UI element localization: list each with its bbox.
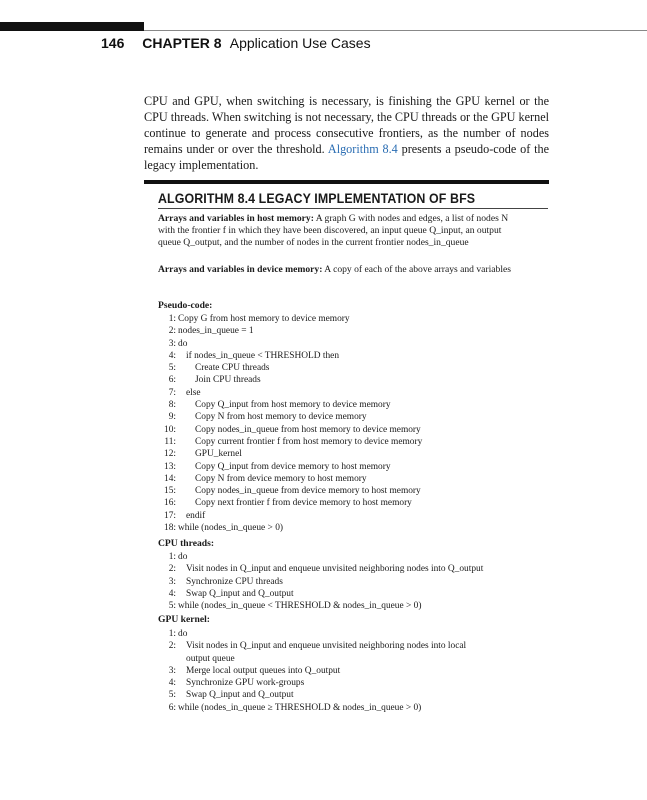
code-line — [158, 375, 548, 387]
code-line — [158, 511, 548, 523]
line-number: 12: — [164, 449, 176, 460]
cpu-threads-code — [158, 552, 548, 613]
paragraph-text: CPU and GPU, when switching is necessary, is finishing the GPU kernel or the CPU threads. When switching is not necessary, the CPU threads or the GPU kernel continue to generate and process consecutive frontiers, as the number of nodes remains under or over the threshold. — [144, 94, 549, 156]
line-number: 13: — [164, 461, 176, 472]
line-number: 4: — [168, 588, 176, 599]
chapter-title: Application Use Cases — [229, 35, 371, 51]
chapter-label: CHAPTER 8 — [142, 35, 222, 51]
device-memory-description — [158, 264, 518, 276]
device-memory-label: Arrays and variables in device memory: — [158, 264, 323, 275]
line-number: 1: — [168, 552, 176, 562]
code-line — [158, 552, 548, 564]
line-text: Copy Q_input from device memory to host memory — [195, 461, 391, 472]
line-text: nodes_in_queue = 1 — [178, 326, 254, 337]
host-memory-label: Arrays and variables in host memory: — [158, 213, 314, 224]
code-line — [158, 437, 548, 449]
line-text: Copy Q_input from host memory to device memory — [195, 400, 391, 411]
gpu-kernel-label: GPU kernel: — [158, 614, 210, 625]
code-line — [158, 449, 548, 461]
line-text: Copy N from device memory to host memory — [195, 473, 367, 484]
line-number: 2: — [168, 326, 176, 337]
line-number: 5: — [168, 601, 176, 612]
algorithm-top-rule — [144, 180, 549, 184]
code-line — [158, 678, 548, 690]
code-line — [158, 589, 548, 601]
code-line — [158, 400, 548, 412]
code-line — [158, 486, 548, 498]
algorithm-title: ALGORITHM 8.4 LEGACY IMPLEMENTATION OF BFS — [158, 191, 476, 206]
algorithm-reference-link[interactable]: Algorithm 8.4 — [327, 142, 398, 156]
gpu-kernel-code — [158, 629, 548, 715]
line-number: 1: — [168, 629, 176, 639]
line-text: Create CPU threads — [195, 363, 270, 374]
line-text: Swap Q_input and Q_output — [186, 690, 294, 701]
line-text: do — [178, 629, 188, 639]
paragraph-text-after: presents a pseudo-code of the legacy implementation. — [144, 142, 550, 172]
line-text: while (nodes_in_queue < THRESHOLD & nodes_in_queue > 0) — [178, 601, 422, 612]
code-line — [158, 629, 548, 641]
code-line — [158, 314, 548, 326]
line-text: Copy next frontier f from device memory to host memory — [195, 498, 412, 509]
code-line — [158, 666, 548, 678]
line-number: 2: — [168, 641, 176, 652]
code-line — [158, 339, 548, 351]
line-number: 10: — [164, 424, 176, 435]
code-line — [158, 703, 548, 715]
line-number: 15: — [164, 486, 176, 497]
line-number: 2: — [168, 564, 176, 575]
line-number: 8: — [168, 400, 176, 411]
device-memory-text: A copy of each of the above arrays and variables — [322, 264, 512, 275]
code-line — [158, 564, 548, 576]
code-line — [158, 577, 548, 589]
line-number: 4: — [168, 678, 176, 689]
line-text: Swap Q_input and Q_output — [186, 588, 294, 599]
line-text: Merge local output queues into Q_output — [186, 665, 341, 676]
line-number: 16: — [164, 498, 176, 509]
line-number: 9: — [168, 412, 176, 423]
code-line — [158, 425, 548, 437]
code-line — [158, 363, 548, 375]
line-text: GPU_kernel — [195, 449, 242, 460]
code-line — [158, 601, 548, 613]
line-number: 18: — [164, 523, 176, 534]
code-line — [158, 654, 548, 666]
line-text: while (nodes_in_queue > 0) — [178, 523, 284, 534]
line-text: do — [178, 552, 188, 562]
line-number: 3: — [168, 665, 176, 676]
line-text: Synchronize GPU work-groups — [186, 678, 305, 689]
line-text: Visit nodes in Q_input and enqueue unvisited neighboring nodes into local — [186, 641, 467, 652]
line-number: 4: — [168, 350, 176, 361]
line-number: 5: — [168, 363, 176, 374]
code-line — [158, 388, 548, 400]
line-number: 6: — [168, 375, 176, 386]
line-number: 5: — [168, 690, 176, 701]
code-line — [158, 351, 548, 363]
line-number: 14: — [164, 473, 176, 484]
line-text: output queue — [186, 653, 235, 664]
line-number: 17: — [164, 510, 176, 521]
code-line — [158, 690, 548, 702]
code-line — [158, 474, 548, 486]
code-line — [158, 412, 548, 424]
line-text: while (nodes_in_queue ≥ THRESHOLD & nodes_in_queue > 0) — [178, 702, 422, 713]
algorithm-title-rule — [158, 208, 548, 209]
line-text: do — [178, 338, 188, 349]
code-line — [158, 462, 548, 474]
code-line — [158, 641, 548, 653]
header-rule — [144, 30, 647, 31]
line-text: Visit nodes in Q_input and enqueue unvisited neighboring nodes into Q_output — [186, 564, 484, 575]
line-text: Copy nodes_in_queue from host memory to device memory — [195, 424, 421, 435]
line-number: 7: — [168, 387, 176, 398]
line-number: 6: — [168, 702, 176, 713]
code-line — [158, 523, 548, 535]
host-memory-text: A graph G with nodes and edges, a list of nodes N with the frontier f in which they have been discovered, an input queue Q_input, an output queue Q_output, and the number of nodes in the current frontier nodes_in_queue — [158, 213, 509, 249]
host-memory-description — [158, 213, 518, 250]
line-number: 11: — [164, 436, 176, 447]
running-head — [101, 35, 371, 51]
line-text: endif — [186, 510, 206, 521]
line-text: if nodes_in_queue < THRESHOLD then — [186, 350, 340, 361]
line-text: Synchronize CPU threads — [186, 576, 283, 587]
header-bar — [0, 22, 144, 31]
body-paragraph — [144, 93, 549, 173]
line-text: Copy G from host memory to device memory — [178, 314, 350, 324]
cpu-threads-label: CPU threads: — [158, 538, 215, 549]
code-line — [158, 326, 548, 338]
line-text: Join CPU threads — [195, 375, 261, 386]
code-line — [158, 498, 548, 510]
line-text: else — [186, 387, 201, 398]
main-pseudo-code — [158, 314, 548, 535]
line-number: 3: — [168, 338, 176, 349]
line-number: 3: — [168, 576, 176, 587]
line-text: Copy current frontier f from host memory to device memory — [195, 436, 423, 447]
line-text: Copy N from host memory to device memory — [195, 412, 367, 423]
line-number: 1: — [168, 314, 176, 324]
pseudo-code-label: Pseudo-code: — [158, 300, 213, 311]
line-text: Copy nodes_in_queue from device memory to host memory — [195, 486, 421, 497]
page-number: 146 — [101, 35, 125, 51]
